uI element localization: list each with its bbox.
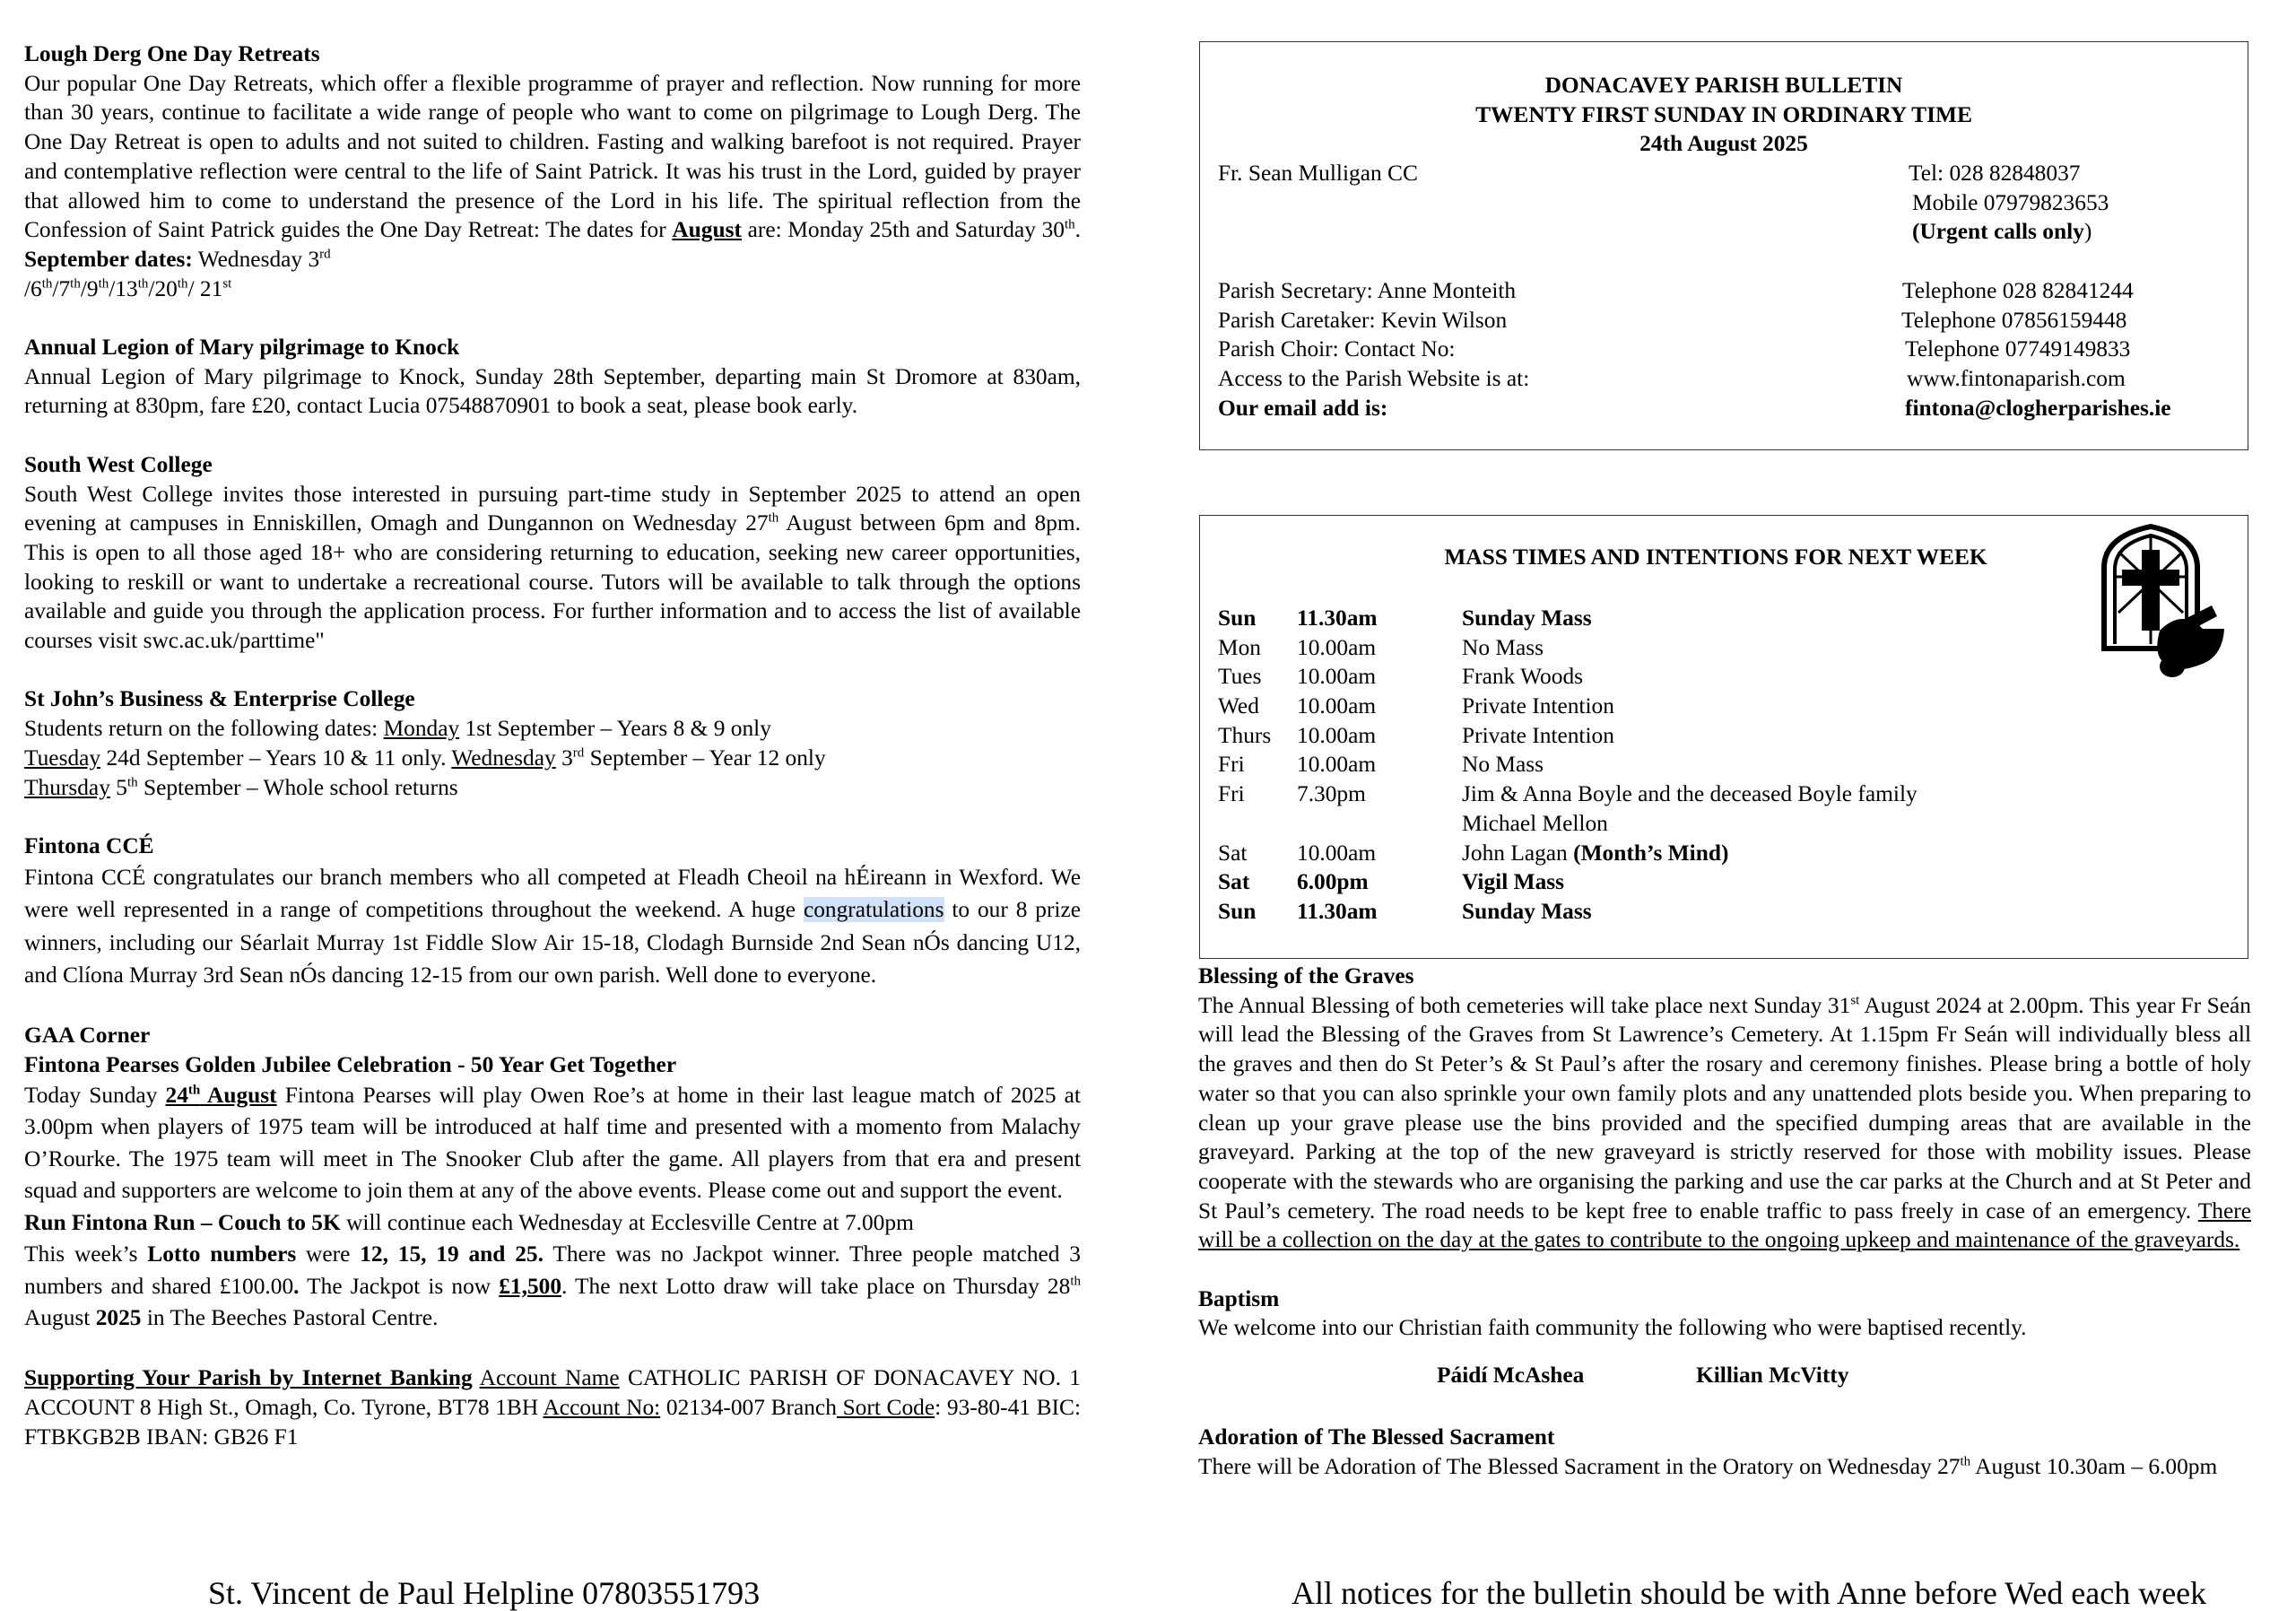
left-column xyxy=(24,39,1081,1452)
adoration-a: There will be Adoration of The Blessed Sacrament in the Oratory on Wednesday 27 xyxy=(1198,1453,1961,1479)
lough-dates-prefix: The dates for xyxy=(545,217,666,243)
mass-day: Sat xyxy=(1218,840,1248,866)
mass-intention-text: Frank Woods xyxy=(1462,664,1584,690)
website-label: Access to the Parish Website is at: xyxy=(1218,365,1530,391)
gaa-body xyxy=(24,1080,1081,1207)
mass-intention xyxy=(1462,897,1592,927)
graves-sup: st xyxy=(1850,993,1860,1008)
graves-collection: There will be a collection on the day at the gates to contribute to the ongoing upkeep and maintenance of the graveyards. xyxy=(1198,1197,2251,1253)
graves-body xyxy=(1198,991,2251,1255)
lough-sept-text: Wednesday 3 xyxy=(197,246,320,272)
mass-intention-text: John Lagan xyxy=(1462,840,1568,866)
stjohn-l1b: 1st September – Years 8 & 9 only xyxy=(459,716,771,742)
mass-day: Wed xyxy=(1218,693,1259,719)
banking-account-name-label: Account Name xyxy=(479,1365,620,1391)
mass-intention xyxy=(1462,750,1544,779)
website-link[interactable]: www.fintonaparish.com xyxy=(1907,365,2126,391)
mass-intention-text: Sunday Mass xyxy=(1462,898,1592,924)
lough-dates-sup: th xyxy=(1064,217,1075,232)
stjohn-line1 xyxy=(24,714,1081,744)
cce-body-a: Fintona CCÉ congratulates our branch members who all competed at Fleadh Cheoil na hÉireann in Wexford. We were well represented in a range of competitions throughout the weekend. A huge xyxy=(24,864,1081,923)
stjohn-l2c: September – Year 12 only xyxy=(584,745,826,771)
mass-intention-text: Sunday Mass xyxy=(1462,605,1592,631)
stjohn-line3 xyxy=(24,773,1081,803)
stjohn-heading: St John’s Business & Enterprise College xyxy=(24,686,415,712)
lotto-year: 2025 xyxy=(95,1305,142,1331)
mass-intention-text: Jim & Anna Boyle and the deceased Boyle family xyxy=(1462,781,1918,807)
baptism-name-2: Killian McVitty xyxy=(1696,1363,1849,1389)
urgent-calls xyxy=(1912,217,2092,247)
adoration-heading: Adoration of The Blessed Sacrament xyxy=(1198,1424,1555,1450)
lough-sept-label: September dates: xyxy=(24,246,193,272)
mass-day: Sun xyxy=(1218,605,1257,631)
mass-intention-bold: (Month’s Mind) xyxy=(1573,840,1729,866)
gaa-lotto xyxy=(24,1239,1081,1335)
gaa-heading: GAA Corner xyxy=(24,1023,151,1049)
priest-tel: Tel: 028 82848037 xyxy=(1909,161,2081,187)
mass-day: Fri xyxy=(1218,781,1245,807)
swc-body-part2: August between 6pm and 8pm. This is open to all those aged 18+ who are considering returning to education, seeking new career opportunities, looking to reskill or want to undertake a recreational course. Tutors will be available to talk through the options available and guide you through the application process. For further information and to access the list of available courses visit swc.ac.uk/parttime" xyxy=(24,510,1082,654)
gaa-run-bold: Run Fintona Run – Couch to 5K xyxy=(24,1209,341,1235)
mass-time: 10.00am xyxy=(1297,664,1377,690)
graves-a: The Annual Blessing of both cemeteries will take place next Sunday 31 xyxy=(1198,992,1851,1018)
mass-intention xyxy=(1462,604,1592,633)
church-window-cross-praying-hands-icon xyxy=(2097,523,2231,692)
cce-highlight: congratulations xyxy=(803,897,944,923)
lough-derg-heading: Lough Derg One Day Retreats xyxy=(24,41,320,66)
banking-t2: 02134-007 Branch xyxy=(660,1395,837,1421)
cce-heading: Fintona CCÉ xyxy=(24,832,154,858)
urgent-calls-text: (Urgent calls only xyxy=(1912,219,2084,245)
baptism-body: We welcome into our Christian faith community the following who were baptised recently. xyxy=(1198,1315,2027,1341)
mass-intention-text: No Mass xyxy=(1462,634,1544,660)
mass-intention xyxy=(1462,662,1583,692)
lotto-c: were xyxy=(296,1241,361,1267)
gaa-run xyxy=(24,1207,1081,1240)
graves-b: August 2024 at 2.00pm. This year Fr Seán will lead the Blessing of the Graves from St Lawrence’s Cemetery. At 1.15pm Fr Seán will individually bless all the graves and then do St Peter’s & St Paul’s after the rosary and ceremony finishes. Please bring a bottle of holy water so that you can also sprinkle your own family plots and any unattended plots beside you. When preparing to clean up your grave please use the bins provided and the specified dumping areas that are available in the graveyard. Parking at the top of the new graveyard is strictly reserved for those with mobility issues. Please cooperate with the stewards who are organising the parking and use the car parks at the Church and at St Peter and St Paul’s cemetery. The road needs to be kept free to enable traffic to pass freely in case of an emergency. xyxy=(1198,992,2251,1223)
legion-body: Annual Legion of Mary pilgrimage to Knock, Sunday 28th September, departing main St Dromore at 830am, returning at 830pm, fare £20, contact Lucia 07548870901 to book a seat, please book early. xyxy=(24,363,1081,419)
mass-times-box xyxy=(1199,515,2248,959)
lough-dates-mid: are: Monday 25th and Saturday 30 xyxy=(747,217,1065,243)
stjohn-l3a: 5 xyxy=(109,774,127,800)
stjohn-l3b: September – Whole school returns xyxy=(137,774,458,800)
bulletin-subtitle: TWENTY FIRST SUNDAY IN ORDINARY TIME xyxy=(1475,101,1972,127)
graves-heading: Blessing of the Graves xyxy=(1198,963,1414,988)
mass-day: Fri xyxy=(1218,752,1245,778)
mass-intention xyxy=(1462,692,1614,721)
lotto-g: August xyxy=(24,1305,96,1331)
gaa-date-day: 24 xyxy=(165,1082,188,1108)
mass-times-title: MASS TIMES AND INTENTIONS FOR NEXT WEEK xyxy=(1444,544,1987,570)
bulletin-date: 24th August 2025 xyxy=(1639,131,1808,157)
lotto-a: This week’s xyxy=(24,1241,148,1267)
mass-time: 11.30am xyxy=(1297,898,1378,924)
lough-dates-month: August xyxy=(672,217,742,243)
bulletin-header-box xyxy=(1199,41,2248,450)
priest-name: Fr. Sean Mulligan CC xyxy=(1218,161,1418,187)
adoration-sup: th xyxy=(1960,1454,1971,1469)
stjohn-l2u2: Wednesday xyxy=(451,745,556,771)
mass-intention xyxy=(1462,839,1728,868)
stjohn-l1a: Students return on the following dates: xyxy=(24,716,384,742)
adoration-body xyxy=(1198,1452,2251,1482)
stjohn-line2 xyxy=(24,744,1081,773)
swc-sup: th xyxy=(768,510,779,526)
lotto-b3: . xyxy=(293,1273,300,1299)
banking-body xyxy=(24,1363,1081,1451)
stjohn-l2u: Tuesday xyxy=(24,745,101,771)
gaa-subheading: Fintona Pearses Golden Jubilee Celebration - 50 Year Get Together xyxy=(24,1052,677,1078)
cce-body xyxy=(24,861,1081,992)
mass-time: 10.00am xyxy=(1297,693,1377,719)
lotto-numbers: 12, 15, 19 and 25. xyxy=(360,1241,544,1267)
baptism-names xyxy=(1198,1361,2251,1390)
mass-intention xyxy=(1462,809,1608,839)
choir: Parish Choir: Contact No: xyxy=(1218,336,1456,362)
swc-body xyxy=(24,480,1081,656)
lotto-jackpot: £1,500 xyxy=(499,1273,562,1299)
email-label: Our email add is: xyxy=(1218,395,1388,421)
right-column xyxy=(1198,962,2251,1481)
swc-body-part1: South West College invites those interested in pursuing part-time study in September 2025 to attend an open evening at campuses in Enniskillen, Omagh and Dungannon on Wednesday 27 xyxy=(24,481,1081,536)
cce-body-b: to our 8 prize winners, including our Séarlait Murray 1st Fiddle Slow Air 15-18, Clodagh Burnside 2nd Sean nÓs dancing U12, and Clíona Murray 3rd Sean nÓs dancing 12-15 from our own parish. Well done to everyone. xyxy=(24,897,1081,988)
mass-day: Tues xyxy=(1218,664,1262,690)
footer-svp-helpline: St. Vincent de Paul Helpline 07803551793 xyxy=(208,1575,761,1611)
gaa-p1a: Today Sunday xyxy=(24,1082,166,1108)
caretaker: Parish Caretaker: Kevin Wilson xyxy=(1218,307,1508,333)
lotto-f: . The next Lotto draw will take place on Thursday 28 xyxy=(561,1273,1071,1299)
lotto-h: in The Beeches Pastoral Centre. xyxy=(141,1305,439,1331)
mass-day: Sat xyxy=(1218,869,1250,895)
email-link[interactable]: fintona@clogherparishes.ie xyxy=(1905,395,2171,421)
secretary-tel: Telephone 028 82841244 xyxy=(1902,277,2134,303)
mass-time: 7.30pm xyxy=(1297,781,1366,807)
lough-derg-text: Our popular One Day Retreats, which offer a flexible programme of prayer and reflection. Now running for more than 30 years, continue to facilitate a wide range of people who want to come on pilgrimage to Lough Derg. The One Day Retreat is open to adults and not suited to children. Fasting and walking barefoot is not required. Prayer and contemplative reflection were central to the life of Saint Patrick. It was his trust in the Lord, guided by prayer that allowed him to come to understand the presence of the Lord in his life. The spiritual reflection from the Confession of Saint Patrick guides the One Day Retreat: xyxy=(24,70,1081,243)
mass-intention xyxy=(1462,721,1614,751)
stjohn-l2sup: rd xyxy=(572,745,585,761)
banking-t3: : 93-80-41 BIC: FTBKGB2B IBAN: GB26 F1 xyxy=(24,1395,1081,1450)
banking-heading: Supporting Your Parish by Internet Banking xyxy=(24,1365,473,1391)
caretaker-tel: Telephone 07856159448 xyxy=(1901,307,2127,333)
lough-sept-sup: rd xyxy=(319,247,331,262)
gaa-date-month: August xyxy=(200,1082,277,1108)
mass-time: 10.00am xyxy=(1297,840,1377,866)
stjohn-l2b: 3 xyxy=(555,745,573,771)
mass-intention-text: Private Intention xyxy=(1462,693,1614,719)
banking-sort-code-label: Sort Code xyxy=(836,1395,935,1421)
lotto-d: There was no Jackpot winner. Three people matched 3 numbers and shared £100.00 xyxy=(24,1241,1081,1299)
mass-intention-text: Private Intention xyxy=(1462,722,1614,748)
mass-time: 10.00am xyxy=(1297,752,1377,778)
gaa-run-text: will continue each Wednesday at Ecclesville Centre at 7.00pm xyxy=(340,1209,914,1235)
banking-t1: CATHOLIC PARISH OF DONACAVEY NO. 1 ACCOUNT 8 High St., Omagh, Co. Tyrone, BT78 1BH xyxy=(24,1365,1081,1421)
swc-heading: South West College xyxy=(24,451,213,477)
mass-day: Sun xyxy=(1218,898,1257,924)
mass-intention-text: Michael Mellon xyxy=(1462,810,1608,836)
mass-intention xyxy=(1462,867,1564,897)
lotto-sup: th xyxy=(1070,1274,1081,1289)
stjohn-l2a: 24d September – Years 10 & 11 only. xyxy=(100,745,452,771)
lough-dates-line2: /6th/7th/9th/13th/20th/ 21st xyxy=(24,275,232,301)
mass-time: 10.00am xyxy=(1297,722,1377,748)
lotto-e: The Jackpot is now xyxy=(299,1273,500,1299)
gaa-date-sup: th xyxy=(187,1083,201,1098)
mass-intention xyxy=(1462,633,1544,663)
priest-mobile: Mobile 07979823653 xyxy=(1912,189,2109,215)
secretary: Parish Secretary: Anne Monteith xyxy=(1218,277,1517,303)
mass-intention-text: No Mass xyxy=(1462,752,1544,778)
mass-time: 10.00am xyxy=(1297,634,1377,660)
mass-day: Thurs xyxy=(1218,722,1272,748)
legion-heading: Annual Legion of Mary pilgrimage to Knock xyxy=(24,335,460,361)
banking-account-no-label: Account No: xyxy=(543,1395,661,1421)
choir-tel: Telephone 07749149833 xyxy=(1905,336,2131,362)
gaa-p1b: Fintona Pearses will play Owen Roe’s at home in their last league match of 2025 at 3.00pm when players of 1975 team will be introduced at half time and presented with a momento from Malachy O’Rourke. The 1975 team will meet in The Snooker Club after the game. All players from that era and present squad and supporters are welcome to join them at any of the above events. Please come out and support the event. xyxy=(24,1082,1081,1204)
baptism-heading: Baptism xyxy=(1198,1285,1280,1311)
footer-notices: All notices for the bulletin should be with Anne before Wed each week xyxy=(1292,1575,2207,1611)
mass-intention xyxy=(1462,779,1918,809)
adoration-b: August 10.30am – 6.00pm xyxy=(1970,1453,2218,1479)
gaa-date xyxy=(166,1083,277,1108)
mass-time: 6.00pm xyxy=(1297,869,1369,895)
stjohn-l3sup: th xyxy=(126,775,138,790)
lotto-b1: Lotto numbers xyxy=(147,1241,297,1267)
urgent-calls-close: ) xyxy=(2083,219,2092,245)
lough-derg-body: Our popular One Day Retreats, which offer a flexible programme of prayer and reflection. Now running for more than 30 years, continue to facilitate a wide range of people who want to come on pilgrimage to Lough Derg. The One Day Retreat is open to adults and not suited to children. Fasting and walking barefoot is not required. Prayer and contemplative reflection were central to the life of Saint Patrick. It was his trust in the Lord, guided by prayer that allowed him to come to understand the presence of the Lord in his life. The spiritual reflection from the Confession of Saint Patrick guides the One Day Retreat: The dates for August are: Monday 25th and Saturday 30th. September dates: Wednesday 3rd xyxy=(24,70,1081,272)
mass-time: 11.30am xyxy=(1297,605,1378,631)
stjohn-l1u: Monday xyxy=(383,716,460,742)
mass-day: Mon xyxy=(1218,634,1261,660)
stjohn-l3u: Thursday xyxy=(24,774,110,800)
baptism-name-1: Páidí McAshea xyxy=(1437,1363,1585,1389)
mass-intention-text: Vigil Mass xyxy=(1462,869,1565,895)
bulletin-title: DONACAVEY PARISH BULLETIN xyxy=(1544,73,1903,98)
